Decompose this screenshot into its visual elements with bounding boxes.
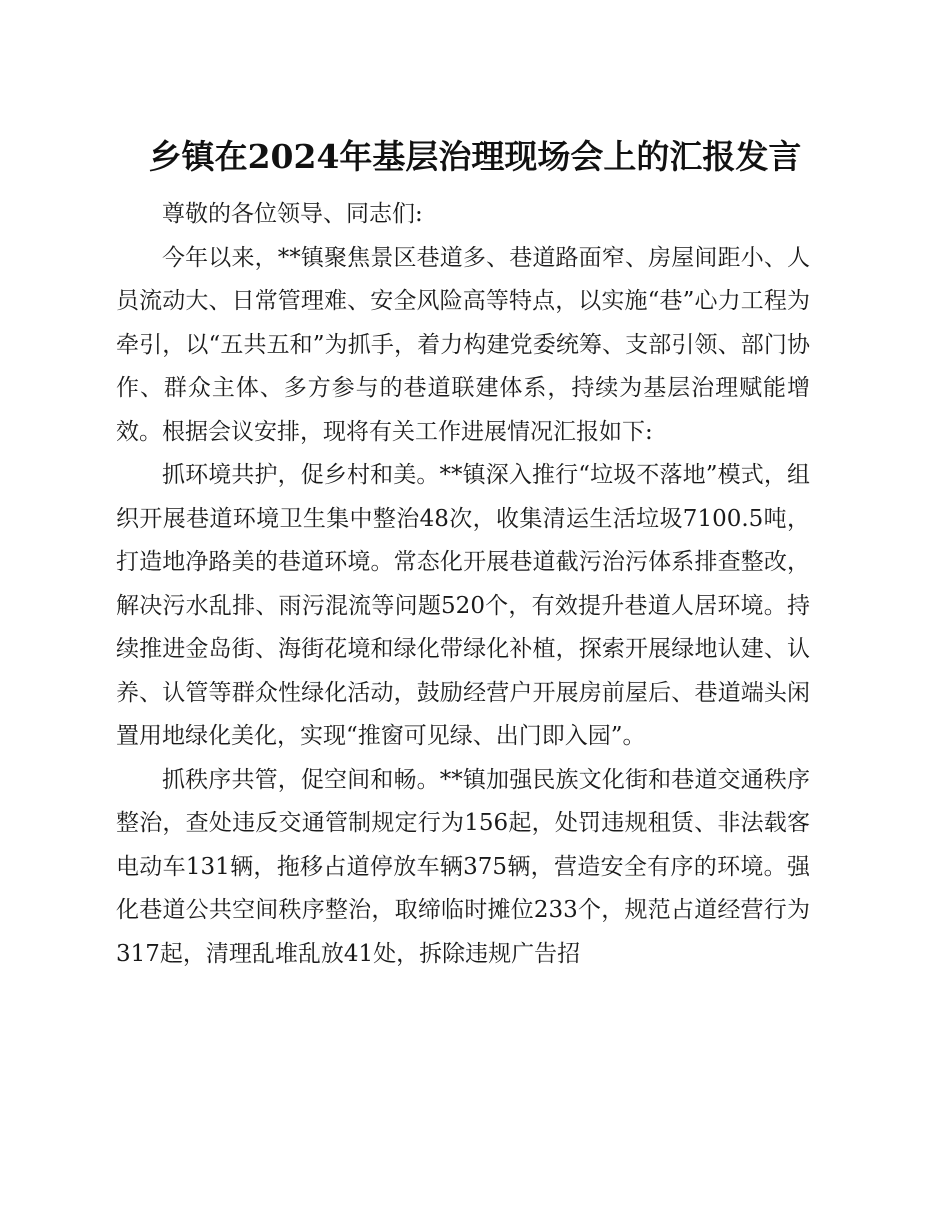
paragraph-order: 抓秩序共管，促空间和畅。**镇加强民族文化街和巷道交通秩序整治，查处违反交通管制规定行为156起，处罚违规租赁、非法载客电动车131辆，拖移占道停放车辆375辆，营造安全有序的环境。强化巷道公共空间秩序整治，取缔临时摊位233个，规范占道经营行为317起，清理乱堆乱放41处，拆除违规广告招 [116, 766, 810, 967]
document-title: 乡镇在2024年基层治理现场会上的汇报发言 [148, 137, 802, 176]
paragraph-environment: 抓环境共护，促乡村和美。**镇深入推行“垃圾不落地”模式，组织开展巷道环境卫生集中整治48次，收集清运生活垃圾7100.5吨，打造地净路美的巷道环境。常态化开展巷道截污治污体系排查整改，解决污水乱排、雨污混流等问题520个，有效提升巷道人居环境。持续推进金岛街、海街花境和绿化带绿化补植，探索开展绿地认建、认养、认管等群众性绿化活动，鼓励经营户开展房前屋后、巷道端头闲置用地绿化美化，实现“推窗可见绿、出门即入园”。 [116, 462, 810, 749]
paragraph-salutation: 尊敬的各位领导、同志们: [162, 201, 423, 227]
paragraph-intro: 今年以来，**镇聚焦景区巷道多、巷道路面窄、房屋间距小、人员流动大、日常管理难、安全风险高等特点，以实施“巷”心力工程为牵引，以“五共五和”为抓手，着力构建党委统筹、支部引领、部门协作、群众主体、多方参与的巷道联建体系，持续为基层治理赋能增效。根据会议安排，现将有关工作进展情况汇报如下: [116, 244, 810, 445]
document-body [116, 193, 810, 976]
